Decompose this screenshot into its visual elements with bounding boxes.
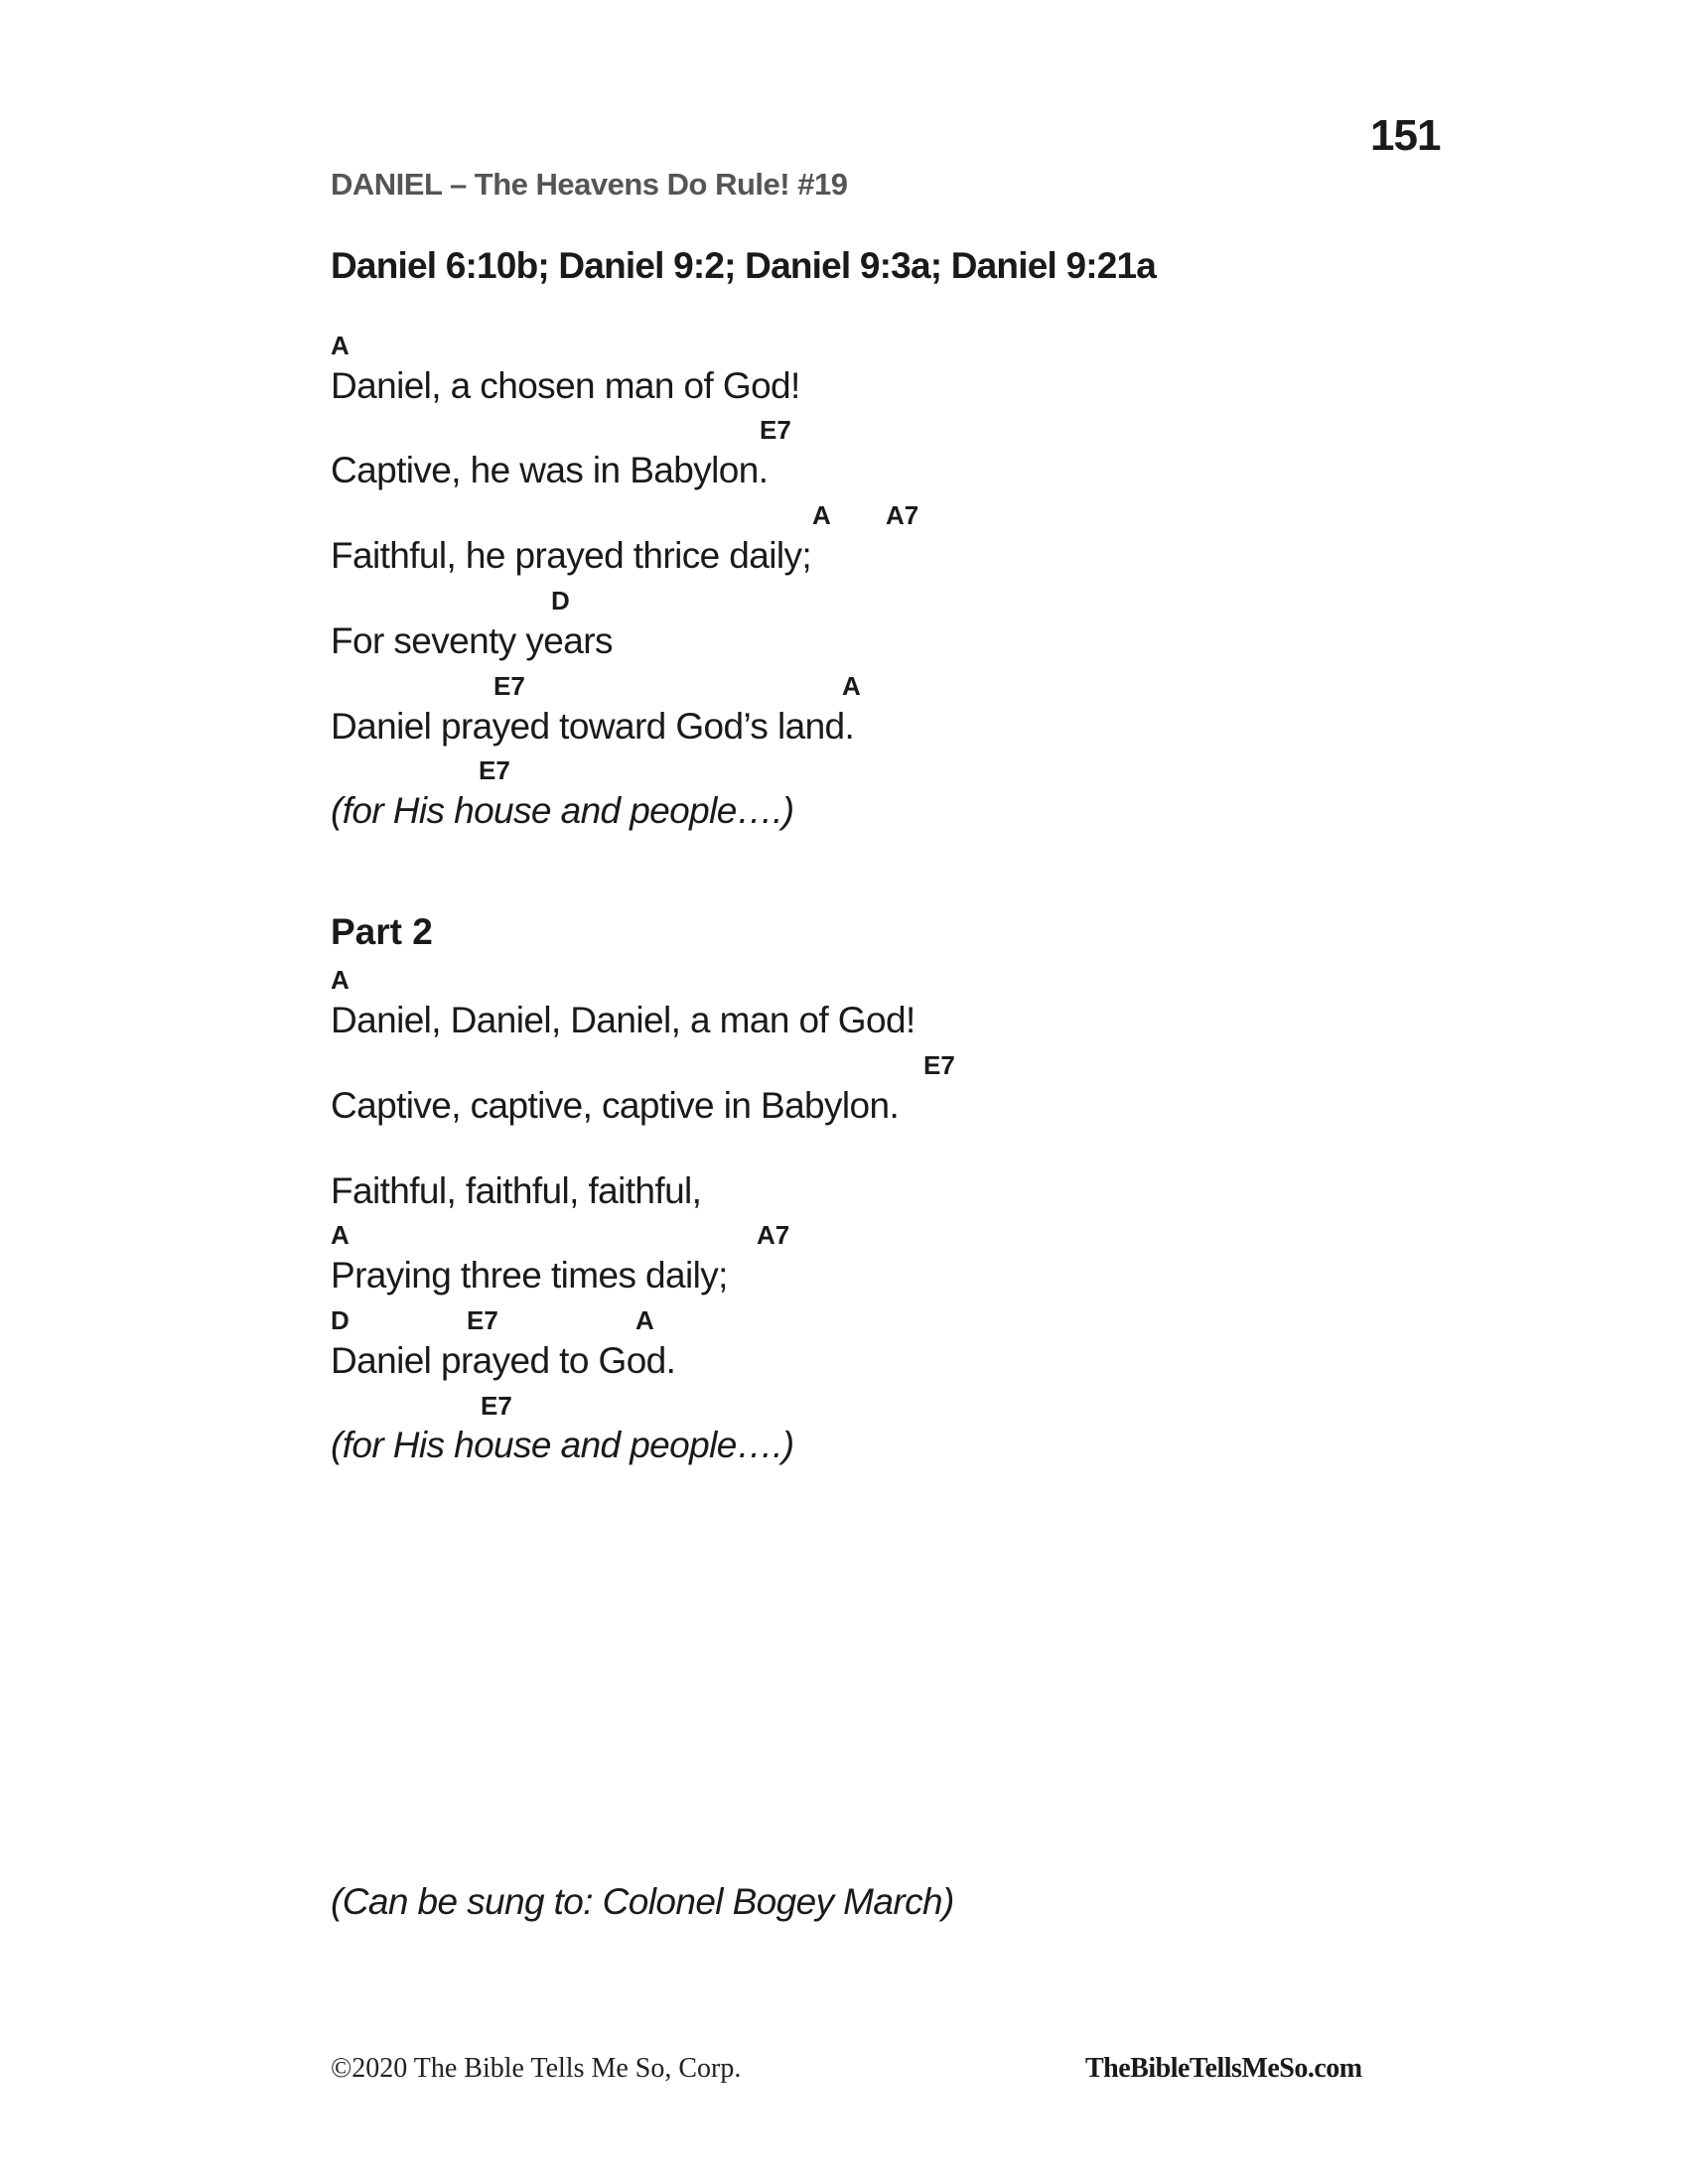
chord-label: E7 (479, 755, 510, 785)
website-link[interactable]: TheBibleTellsMeSo.com (1085, 2053, 1362, 2084)
lyric-line: For seventy years (331, 620, 613, 661)
lyric-line: Daniel, Daniel, Daniel, a man of God! (331, 1000, 915, 1040)
chord-label: A (635, 1305, 654, 1335)
copyright-notice: ©2020 The Bible Tells Me So, Corp. (331, 2053, 742, 2084)
chord-label: D (551, 586, 570, 615)
chord-label: E7 (467, 1305, 498, 1335)
lyric-line: Daniel, a chosen man of God! (331, 365, 800, 406)
chord-label: A (812, 500, 831, 530)
song-subtitle: DANIEL – The Heavens Do Rule! #19 (331, 167, 848, 202)
chord-label: A7 (757, 1220, 790, 1250)
chord-label: A (331, 1220, 350, 1250)
chord-label: D (331, 1305, 350, 1335)
lyric-line: (for His house and people….) (331, 1425, 794, 1465)
chord-label: A (331, 965, 350, 995)
scripture-references: Daniel 6:10b; Daniel 9:2; Daniel 9:3a; Daniel 9:21a (331, 245, 1157, 286)
lyric-line: Daniel prayed toward God’s land. (331, 706, 855, 747)
page-number: 151 (1370, 111, 1441, 160)
lyric-line: Praying three times daily; (331, 1255, 728, 1296)
chord-label: A (331, 331, 350, 360)
chord-label: E7 (481, 1391, 512, 1421)
chord-label: E7 (923, 1050, 955, 1080)
lyric-line: Captive, captive, captive in Babylon. (331, 1085, 900, 1126)
lyric-line: Daniel prayed to God. (331, 1340, 676, 1381)
chord-label: E7 (493, 671, 525, 701)
chord-label: A (842, 671, 861, 701)
tune-note: (Can be sung to: Colonel Bogey March) (331, 1881, 954, 1922)
lyric-line: Captive, he was in Babylon. (331, 450, 769, 490)
lyric-line: Faithful, faithful, faithful, (331, 1170, 702, 1211)
chord-label: A7 (886, 500, 919, 530)
lyric-line: (for His house and people….) (331, 790, 794, 831)
part-2-title: Part 2 (331, 911, 433, 952)
lyric-line: Faithful, he prayed thrice daily; (331, 535, 812, 576)
chord-label: E7 (760, 415, 791, 445)
